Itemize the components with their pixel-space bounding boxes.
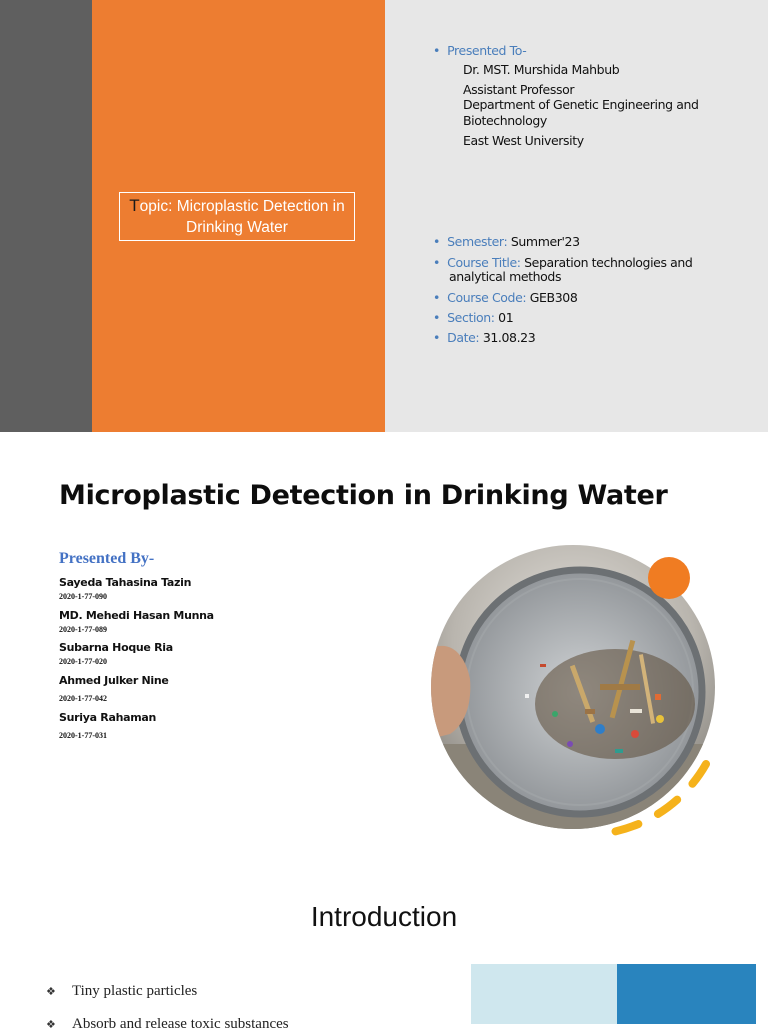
presented-to-block xyxy=(433,43,753,153)
diamond-bullet-icon: ❖ xyxy=(46,1019,56,1031)
slide-title: Microplastic Detection in Drinking Water xyxy=(59,480,668,511)
member-id: 2020-1-77-020 xyxy=(59,657,107,666)
presenter-university: East West University xyxy=(463,133,584,148)
course-code-value: GEB308 xyxy=(529,290,578,305)
section-value: 01 xyxy=(498,310,514,325)
microplastics-sieve-photo xyxy=(430,544,716,830)
bullet-icon: • xyxy=(433,43,440,58)
bullet-icon: • xyxy=(433,330,440,345)
course-title-line1: Separation technologies and xyxy=(524,255,693,270)
date-label: Date: xyxy=(447,330,480,345)
member-name: Suriya Rahaman xyxy=(59,711,157,724)
bullet-icon: • xyxy=(433,234,440,249)
slide-title: Introduction xyxy=(310,901,458,932)
member-id: 2020-1-77-089 xyxy=(59,625,107,634)
team-slide xyxy=(0,432,768,864)
member-name: Sayeda Tahasina Tazin xyxy=(59,576,192,589)
date-value: 31.08.23 xyxy=(482,330,536,345)
member-id: 2020-1-77-090 xyxy=(59,592,107,601)
diamond-bullet-icon: ❖ xyxy=(46,986,56,998)
member-name: Ahmed Julker Nine xyxy=(59,674,169,687)
intro-item-text: Tiny plastic particles xyxy=(72,983,198,999)
bullet-icon: • xyxy=(433,290,440,305)
topic-box xyxy=(119,192,355,241)
intro-item xyxy=(46,983,197,1000)
presenter-dept-line2: Biotechnology xyxy=(463,113,547,128)
topic-initial: T xyxy=(129,196,140,215)
orange-accent-dot xyxy=(648,557,690,599)
water-photo xyxy=(471,964,756,1024)
intro-item-text: Absorb and release toxic substances xyxy=(72,1016,289,1032)
introduction-slide xyxy=(0,864,768,1032)
presenter-name: Dr. MST. Murshida Mahbub xyxy=(463,62,620,77)
presenter-title: Assistant Professor xyxy=(463,82,575,97)
course-title-label: Course Title: xyxy=(447,255,521,270)
section-label: Section: xyxy=(447,310,495,325)
course-title-line2: analytical methods xyxy=(449,269,562,284)
course-info-block xyxy=(433,234,753,349)
bullet-icon: • xyxy=(433,255,440,270)
title-slide xyxy=(0,0,768,432)
member-id: 2020-1-77-042 xyxy=(59,694,107,703)
gray-side-band xyxy=(0,0,92,432)
presented-by-label: Presented By- xyxy=(59,550,155,567)
member-name: Subarna Hoque Ria xyxy=(59,641,173,654)
member-name: MD. Mehedi Hasan Munna xyxy=(59,609,214,622)
intro-item xyxy=(46,1016,289,1033)
topic-text: opic: Microplastic Detection in Drinking Water xyxy=(139,198,345,236)
presenter-dept-line1: Department of Genetic Engineering and xyxy=(463,97,699,112)
member-id: 2020-1-77-031 xyxy=(59,731,107,740)
semester-value: Summer'23 xyxy=(510,234,580,249)
presented-to-label: Presented To- xyxy=(447,43,527,58)
semester-label: Semester: xyxy=(447,234,508,249)
bullet-icon: • xyxy=(433,310,440,325)
course-code-label: Course Code: xyxy=(447,290,527,305)
